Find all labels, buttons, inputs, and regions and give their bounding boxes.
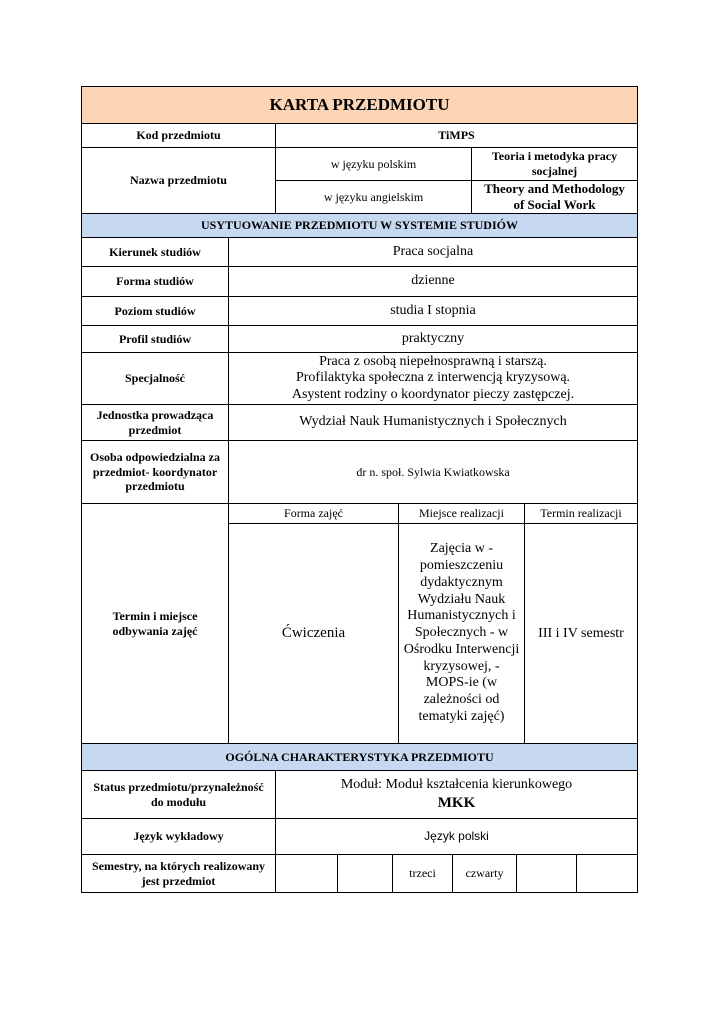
kod-row (81, 124, 638, 148)
termin-termin-value: III i IV semestr (538, 625, 624, 641)
jednostka-row (81, 405, 638, 441)
termin-miejsce-value: Zajęcia w - pomieszczeniu dydaktycznym Wydziału Nauk Humanistycznych i Społecznych - w Ośrodku Interwencji kryzysowej, - MOPS-ie (w zależności od tematyki zajęć) (399, 524, 525, 743)
kierunek-label: Kierunek studiów (82, 238, 229, 266)
profil-value: praktyczny (401, 330, 465, 346)
kierunek-row (81, 238, 638, 267)
section-charakterystyka (81, 744, 638, 771)
semestry-cell (517, 855, 577, 892)
nazwa-label: Nazwa przedmiotu (82, 148, 276, 213)
nazwa-pl-value: Teoria i metodyka pracy socjalnej (491, 149, 618, 178)
profil-row (81, 326, 638, 353)
status-line1: Moduł: Moduł kształcenia kierunkowego (340, 777, 573, 793)
osoba-row (81, 441, 638, 504)
title-row (81, 86, 638, 124)
termin-col-forma-header: Forma zajęć (229, 504, 399, 523)
specjalnosc-values (229, 353, 637, 404)
nazwa-pl-label: w języku polskim (276, 148, 472, 180)
termin-col-miejsce-header: Miejsce realizacji (399, 504, 525, 523)
specjalnosc-row (81, 353, 638, 405)
termin-forma-value: Ćwiczenia (229, 524, 399, 743)
osoba-value: dr n. społ. Sylwia Kwiatkowska (356, 464, 510, 479)
semestry-cell (338, 855, 393, 892)
poziom-label: Poziom studiów (82, 297, 229, 325)
poziom-value: studia I stopnia (390, 302, 476, 318)
profil-label: Profil studiów (82, 326, 229, 352)
specjalnosc-line: Profilaktyka społeczna z interwencją kryzysową. (295, 370, 571, 386)
forma-value: dzienne (411, 273, 455, 289)
status-value (276, 771, 637, 818)
status-line2: MKK (437, 794, 476, 811)
jezyk-row (81, 819, 638, 855)
semestry-cell (577, 855, 637, 892)
section-usytuowanie (81, 214, 638, 238)
jezyk-value: Język polski (424, 829, 489, 844)
nazwa-en-value: Theory and Methodology of Social Work (484, 181, 625, 212)
specjalnosc-label: Specjalność (82, 353, 229, 404)
nazwa-en-label: w języku angielskim (276, 181, 472, 213)
termin-col-termin-header: Termin realizacji (540, 506, 622, 520)
kod-label: Kod przedmiotu (82, 124, 276, 147)
semestry-cell (276, 855, 338, 892)
termin-row (81, 504, 638, 744)
osoba-label: Osoba odpowiedzialna za przedmiot- koordynator przedmiotu (82, 441, 229, 503)
specjalnosc-line: Asystent rodziny o koordynator pieczy zastępczej. (291, 386, 575, 402)
nazwa-row (81, 148, 638, 214)
semestry-row (81, 855, 638, 893)
page-title: KARTA PRZEDMIOTU (82, 87, 637, 123)
specjalnosc-line: Praca z osobą niepełnosprawną i starszą. (319, 354, 547, 370)
section-charakterystyka-title: OGÓLNA CHARAKTERYSTYKA PRZEDMIOTU (82, 744, 637, 770)
jezyk-label: Język wykładowy (82, 819, 276, 854)
forma-label: Forma studiów (82, 267, 229, 296)
course-card (81, 86, 638, 893)
status-row (81, 771, 638, 819)
termin-label: Termin i miejsce odbywania zajęć (82, 504, 229, 743)
jednostka-label: Jednostka prowadząca przedmiot (82, 405, 229, 440)
section-usytuowanie-title: USYTUOWANIE PRZEDMIOTU W SYSTEMIE STUDIÓW (82, 214, 637, 237)
semestry-label: Semestry, na których realizowany jest przedmiot (82, 855, 276, 892)
poziom-row (81, 297, 638, 326)
kod-value: TiMPS (438, 128, 475, 143)
semestry-cell: trzeci (393, 855, 453, 892)
semestry-cell: czwarty (453, 855, 517, 892)
status-label: Status przedmiotu/przynależność do modułu (82, 771, 276, 818)
jednostka-value: Wydział Nauk Humanistycznych i Społecznych (299, 414, 567, 430)
forma-row (81, 267, 638, 297)
kierunek-value: Praca socjalna (392, 243, 474, 259)
